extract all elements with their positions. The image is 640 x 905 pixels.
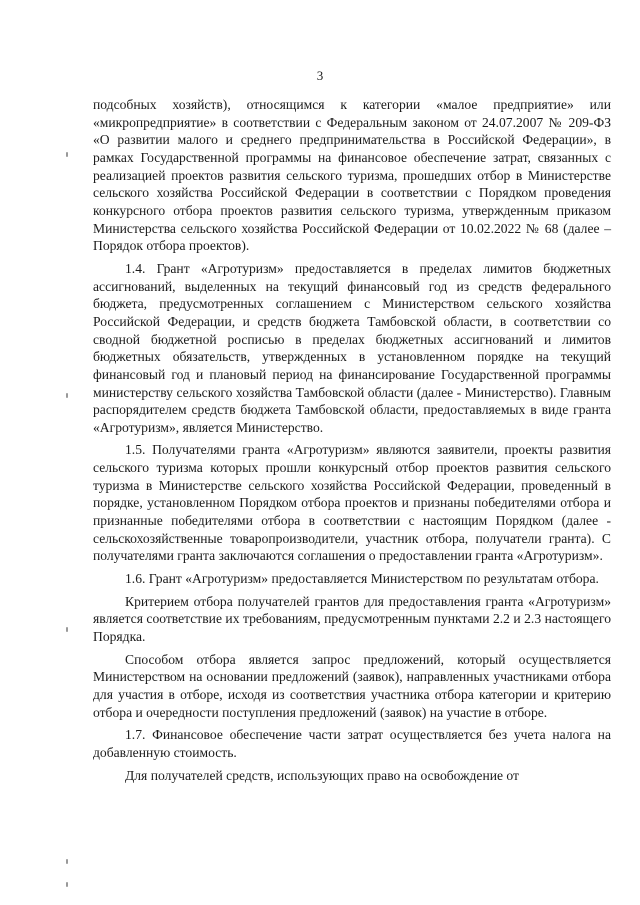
paragraph-continuation: подсобных хозяйств), относящимся к категории «малое предприятие» или «микропредприятие» в соответствии с Федеральным законом от 24.07.2007 № 209-ФЗ «О развитии малого и среднего предпринимательства в Российской Федерации», в рамках Государственной программы на финансовое обеспечение затрат, связанных с реализацией проектов развития сельского туризма, прошедших отбор в Министерстве сельского хозяйства Российской Федерации в соответствии с Порядком проведения конкурсного отбора проектов развития сельского туризма, утвержденным приказом Министерства сельского хозяйства Российской Федерации от 10.02.2022 № 68 (далее – Порядок отбора проектов). [93,97,611,254]
page-number: 3 [316,68,324,83]
margin-mark [66,882,68,887]
document-body [93,96,611,789]
margin-mark [66,393,68,398]
paragraph-criterion: Критерием отбора получателей грантов для предоставления гранта «Агротуризм» является соответствие их требованиям, предусмотренным пунктами 2.2 и 2.3 настоящего Порядка. [93,593,611,645]
paragraph-1-4: 1.4. Грант «Агротуризм» предоставляется в пределах лимитов бюджетных ассигнований, выделенных на текущий финансовый год из средств федерального бюджета, предусмотренных соглашением с Министерством сельского хозяйства Российской Федерации, и средств бюджета Тамбовской области, в соответствии со сводной бюджетной росписью в пределах бюджетных ассигнований и лимитов бюджетных обязательств, утвержденных в установленном порядке на текущий финансовый год и плановый период на финансирование Государственной программы министерству сельского хозяйства Тамбовской области (далее - Министерство). Главным распорядителем средств бюджета Тамбовской области, предоставляемых в виде гранта «Агротуризм», является Министерство. [93,260,611,435]
margin-mark [66,152,68,157]
paragraph-1-5: 1.5. Получателями гранта «Агротуризм» являются заявители, проекты развития сельского туризма которых прошли конкурсный отбор проектов развития сельского туризма в Министерстве сельского хозяйства Российской Федерации, проведенный в порядке, установленном Порядком отбора проектов и признаны победителями отбора и признанные победителями отбора в соответствии с настоящим Порядком (далее - сельскохозяйственные товаропроизводители, участник отбора, получатели гранта). С получателями гранта заключаются соглашения о предоставлении гранта «Агротуризм». [93,442,611,564]
paragraph-1-6: 1.6. Грант «Агротуризм» предоставляется Министерством по результатам отбора. [125,571,599,587]
margin-mark [66,859,68,864]
paragraph-exemption: Для получателей средств, использующих право на освобождение от [125,767,519,783]
margin-mark [66,627,68,632]
paragraph-1-7: 1.7. Финансовое обеспечение части затрат осуществляется без учета налога на добавленную стоимость. [93,727,611,760]
paragraph-selection-method: Способом отбора является запрос предложений, который осуществляется Министерством на основании предложений (заявок), направленных участниками отбора для участия в отборе, исходя из соответствия участника отбора категории и критерию отбора и очередности поступления предложений (заявок) на участие в отборе. [93,651,611,720]
